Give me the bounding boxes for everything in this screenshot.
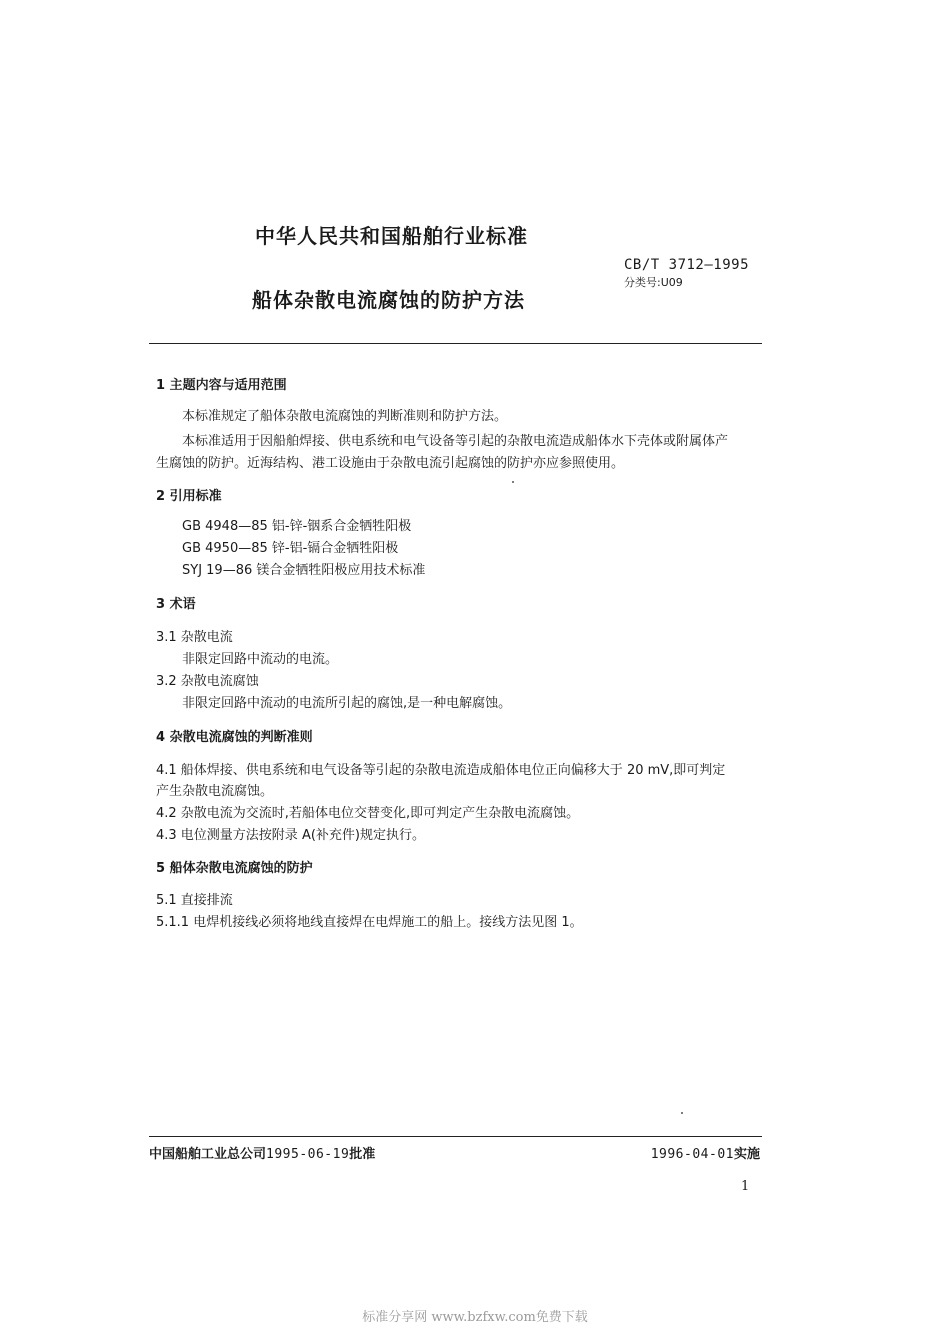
term-3-1-definition: 非限定回路中流动的电流。 — [182, 652, 339, 667]
section-1-paragraph-2-line-2: 生腐蚀的防护。近海结构、港工设施由于杂散电流引起腐蚀的防护亦应参照使用。 — [156, 456, 625, 471]
criterion-4-1-line-1: 4.1 船体焊接、供电系统和电气设备等引起的杂散电流造成船体电位正向偏移大于 20 mV,即可判定 — [156, 763, 726, 778]
header-divider — [149, 343, 762, 344]
standard-code: CB/T 3712—1995 — [624, 257, 750, 273]
approval-organization: 中国船舶工业总公司 — [149, 1147, 267, 1162]
reference-standard-2: GB 4950—85 锌-铝-镉合金牺牲阳极 — [182, 541, 399, 556]
clause-5-1-1: 5.1.1 电焊机接线必须将地线直接焊在电焊施工的船上。接线方法见图 1。 — [156, 915, 583, 930]
section-2-heading: 2 引用标准 — [156, 489, 222, 504]
effective-line — [651, 1143, 760, 1162]
effective-label: 实施 — [733, 1147, 760, 1162]
section-1-heading: 1 主题内容与适用范围 — [156, 378, 287, 393]
org-title: 中华人民共和国船舶行业标准 — [255, 224, 528, 248]
watermark-text: 标准分享网 www.bzfxw.com免费下载 — [362, 1310, 588, 1325]
section-1-paragraph-1: 本标准规定了船体杂散电流腐蚀的判断准则和防护方法。 — [182, 409, 508, 424]
section-3-heading: 3 术语 — [156, 597, 196, 612]
term-3-2-definition: 非限定回路中流动的电流所引起的腐蚀,是一种电解腐蚀。 — [182, 696, 512, 711]
footer-divider — [149, 1136, 762, 1137]
clause-5-1: 5.1 直接排流 — [156, 893, 233, 908]
document-title: 船体杂散电流腐蚀的防护方法 — [252, 288, 525, 312]
reference-standard-1: GB 4948—85 铝-锌-铟系合金牺牲阳极 — [182, 519, 412, 534]
reference-standard-3: SYJ 19—86 镁合金牺牲阳极应用技术标准 — [182, 563, 426, 578]
section-4-heading: 4 杂散电流腐蚀的判断准则 — [156, 730, 313, 745]
criterion-4-1-line-2: 产生杂散电流腐蚀。 — [156, 784, 274, 799]
term-3-1-title: 3.1 杂散电流 — [156, 630, 233, 645]
scan-speck — [681, 1112, 683, 1114]
effective-date: 1996-04-01 — [650, 1147, 734, 1162]
approval-line — [149, 1143, 375, 1162]
criterion-4-3: 4.3 电位测量方法按附录 A(补充件)规定执行。 — [156, 828, 425, 843]
page-number: 1 — [741, 1179, 750, 1194]
section-5-heading: 5 船体杂散电流腐蚀的防护 — [156, 861, 313, 876]
term-3-2-title: 3.2 杂散电流腐蚀 — [156, 674, 259, 689]
criterion-4-2: 4.2 杂散电流为交流时,若船体电位交替变化,即可判定产生杂散电流腐蚀。 — [156, 806, 580, 821]
approval-label: 批准 — [349, 1147, 376, 1162]
approval-date: 1995-06-19 — [266, 1147, 350, 1162]
scan-speck — [512, 481, 514, 483]
classification-code: 分类号:U09 — [624, 276, 683, 289]
section-1-paragraph-2-line-1: 本标准适用于因船舶焊接、供电系统和电气设备等引起的杂散电流造成船体水下壳体或附属体产 — [182, 434, 729, 449]
